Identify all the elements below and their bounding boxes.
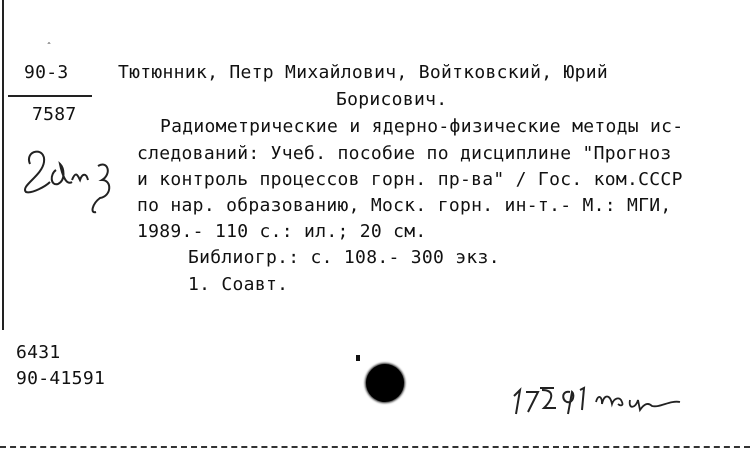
card-left-border bbox=[2, 0, 4, 330]
ink-mark bbox=[356, 355, 360, 361]
handwritten-left-mark bbox=[16, 140, 126, 220]
bibliography-note: Библиогр.: с. 108.- 300 экз. bbox=[188, 247, 500, 268]
description-line-3: и контроль процессов горн. пр-ва" / Гос. ком.СССР bbox=[137, 169, 683, 190]
description-line-1: Радиометрические и ядерно-физические методы ис- bbox=[160, 116, 684, 137]
inventory-line-1: 6431 bbox=[16, 342, 61, 363]
card-bottom-edge bbox=[0, 446, 750, 448]
inventory-line-2: 90-41591 bbox=[16, 368, 106, 389]
ink-speck: ˆ bbox=[46, 42, 53, 53]
card-punch-hole bbox=[366, 364, 404, 402]
shelf-mark-divider bbox=[8, 95, 92, 97]
author-line-1: Тютюнник, Петр Михайлович, Войтковский, Юрий bbox=[118, 62, 609, 83]
description-line-4: по нар. образованию, Моск. горн. ин-т.- М.: МГИ, bbox=[137, 195, 672, 216]
description-line-5: 1989.- 110 с.: ил.; 20 см. bbox=[137, 221, 427, 242]
shelf-mark-bottom: 7587 bbox=[32, 104, 77, 125]
tracing-entry: 1. Соавт. bbox=[188, 274, 289, 295]
shelf-mark-top: 90-3 bbox=[24, 62, 69, 83]
handwritten-number bbox=[510, 380, 690, 420]
description-line-2: следований: Учеб. пособие по дисциплине "Прогноз bbox=[137, 143, 672, 164]
author-line-2: Борисович. bbox=[336, 89, 448, 110]
